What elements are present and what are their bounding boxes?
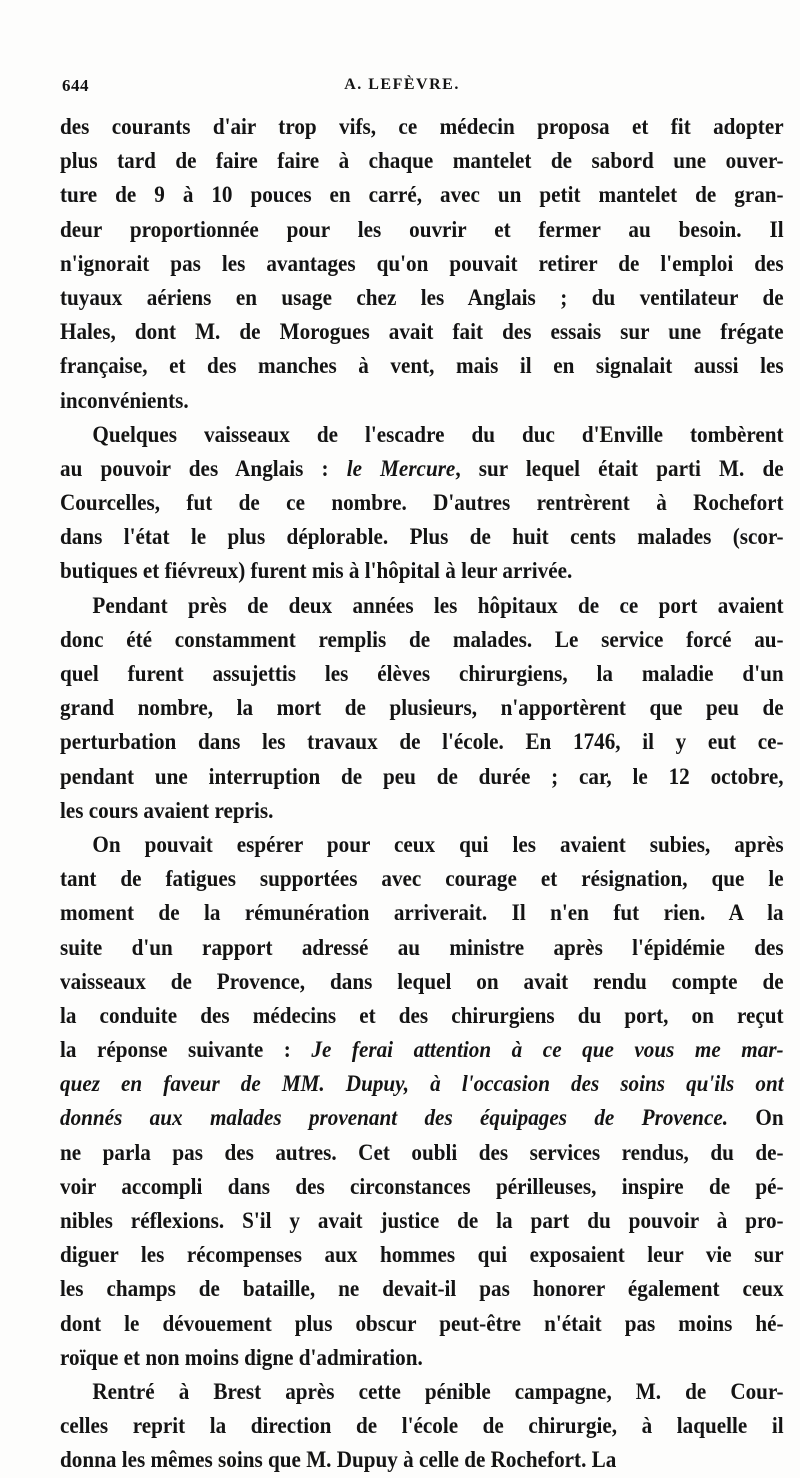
text-line [60, 418, 784, 452]
text-segment: la réponse suivante : [60, 1037, 312, 1064]
text-segment: au pouvoir des Anglais : [60, 455, 347, 482]
text-segment: butiques et fiévreux) furent mis à l'hôpital à leur arrivée. [60, 558, 573, 585]
text-segment: française, et des manches à vent, mais il en signalait aussi les [60, 353, 784, 380]
text-line [60, 554, 784, 588]
text-line [60, 691, 784, 725]
text-line [60, 657, 784, 691]
text-line [60, 1341, 784, 1375]
text-line [60, 999, 784, 1033]
text-segment: On pouvait espérer pour ceux qui les avaient subies, après [92, 831, 784, 858]
text-segment: moment de la rémunération arriverait. Il n'en fut rien. A la [60, 900, 784, 927]
page-number: 644 [62, 76, 89, 95]
text-line [60, 760, 784, 794]
text-line [60, 623, 784, 657]
text-segment: donc été constamment remplis de malades. Le service forcé au- [60, 626, 784, 653]
text-segment: les champs de bataille, ne devait-il pas honorer également ceux [60, 1276, 784, 1303]
text-line [60, 520, 784, 554]
text-line [60, 828, 784, 862]
text-line [60, 1272, 784, 1306]
text-line [60, 1170, 784, 1204]
text-line [60, 1136, 784, 1170]
text-segment: dans l'état le plus déplorable. Plus de huit cents malades (scor- [60, 524, 784, 551]
text-segment: Courcelles, fut de ce nombre. D'autres rentrèrent à Rochefort [60, 490, 784, 517]
text-line [60, 315, 784, 349]
text-line [60, 1307, 784, 1341]
text-segment: Hales, dont M. de Morogues avait fait des essais sur une frégate [60, 319, 784, 346]
text-line [60, 247, 784, 281]
text-line [60, 349, 784, 383]
text-segment: tant de fatigues supportées avec courage et résignation, que le [60, 866, 784, 893]
text-line [60, 725, 784, 759]
italic-text: quez en faveur de MM. Dupuy, à l'occasion des soins qu'ils ont [60, 1071, 784, 1098]
text-line [60, 794, 784, 828]
text-segment: grand nombre, la mort de plusieurs, n'apportèrent que peu de [60, 695, 784, 722]
text-line [60, 281, 784, 315]
text-segment: donna les mêmes soins que M. Dupuy à celle de Rochefort. La [60, 1447, 617, 1474]
text-line [60, 965, 784, 999]
text-segment: dont le dévouement plus obscur peut-être n'était pas moins hé- [60, 1310, 784, 1337]
text-segment: la conduite des médecins et des chirurgiens du port, on reçut [60, 1002, 784, 1029]
text-segment: des courants d'air trop vifs, ce médecin proposa et fit adopter [60, 114, 784, 140]
text-segment: Quelques vaisseaux de l'escadre du duc d'Enville tombèrent [92, 421, 784, 448]
text-segment: , sur lequel était parti M. de [455, 455, 784, 482]
text-line [60, 1443, 784, 1477]
text-segment: nibles réflexions. S'il y avait justice de la part du pouvoir à pro- [60, 1208, 784, 1234]
italic-text: le Mercure [346, 455, 456, 482]
text-segment: On [728, 1105, 784, 1132]
text-segment: ne parla pas des autres. Cet oubli des services rendus, du de- [60, 1139, 784, 1166]
text-line [60, 452, 784, 486]
text-segment: pendant une interruption de peu de durée ; car, le 12 octobre, [60, 763, 784, 790]
text-line [60, 896, 784, 930]
text-line [60, 486, 784, 520]
text-segment: roïque et non moins digne d'admiration. [60, 1344, 423, 1371]
text-segment: perturbation dans les travaux de l'école. En 1746, il y eut ce- [60, 729, 784, 756]
text-line [60, 178, 784, 212]
text-segment: plus tard de faire faire à chaque mantelet de sabord une ouver- [60, 148, 784, 175]
text-segment: Rentré à Brest après cette pénible campagne, M. de Cour- [92, 1378, 784, 1405]
text-line [60, 1204, 784, 1238]
text-segment: Pendant près de deux années les hôpitaux de ce port avaient [92, 592, 784, 619]
text-line [60, 110, 784, 144]
text-segment: deur proportionnée pour les ouvrir et fermer au besoin. Il [60, 216, 784, 243]
text-line [60, 1375, 784, 1409]
body-text [60, 110, 784, 1478]
text-segment: voir accompli dans des circonstances périlleuses, inspire de pé- [60, 1173, 784, 1200]
italic-text: donnés aux malades provenant des équipages de Provence. [60, 1105, 729, 1132]
text-line [60, 931, 784, 965]
text-line [60, 213, 784, 247]
text-segment: les cours avaient repris. [60, 797, 274, 824]
text-line [60, 1033, 784, 1067]
text-segment: quel furent assujettis les élèves chirurgiens, la maladie d'un [60, 661, 784, 687]
text-segment: celles reprit la direction de l'école de chirurgie, à laquelle il [60, 1413, 784, 1440]
text-line [60, 1067, 784, 1101]
text-segment: n'ignorait pas les avantages qu'on pouvait retirer de l'emploi des [60, 250, 784, 277]
running-head: A. LEFÈVRE. [344, 76, 460, 93]
text-line [60, 1409, 784, 1443]
text-line [60, 862, 784, 896]
text-segment: ture de 9 à 10 pouces en carré, avec un petit mantelet de gran- [60, 182, 784, 209]
text-line [60, 144, 784, 178]
page-header [62, 76, 762, 102]
text-segment: diguer les récompenses aux hommes qui exposaient leur vie sur [60, 1242, 784, 1269]
text-line [60, 384, 784, 418]
text-segment: suite d'un rapport adressé au ministre après l'épidémie des [60, 934, 784, 961]
text-line [60, 1101, 784, 1135]
text-line [60, 589, 784, 623]
text-segment: inconvénients. [60, 387, 189, 414]
text-line [60, 1238, 784, 1272]
text-segment: tuyaux aériens en usage chez les Anglais ; du ventilateur de [60, 284, 784, 311]
italic-text: Je ferai attention à ce que vous me mar- [311, 1037, 784, 1064]
text-segment: vaisseaux de Provence, dans lequel on avait rendu compte de [60, 968, 784, 995]
